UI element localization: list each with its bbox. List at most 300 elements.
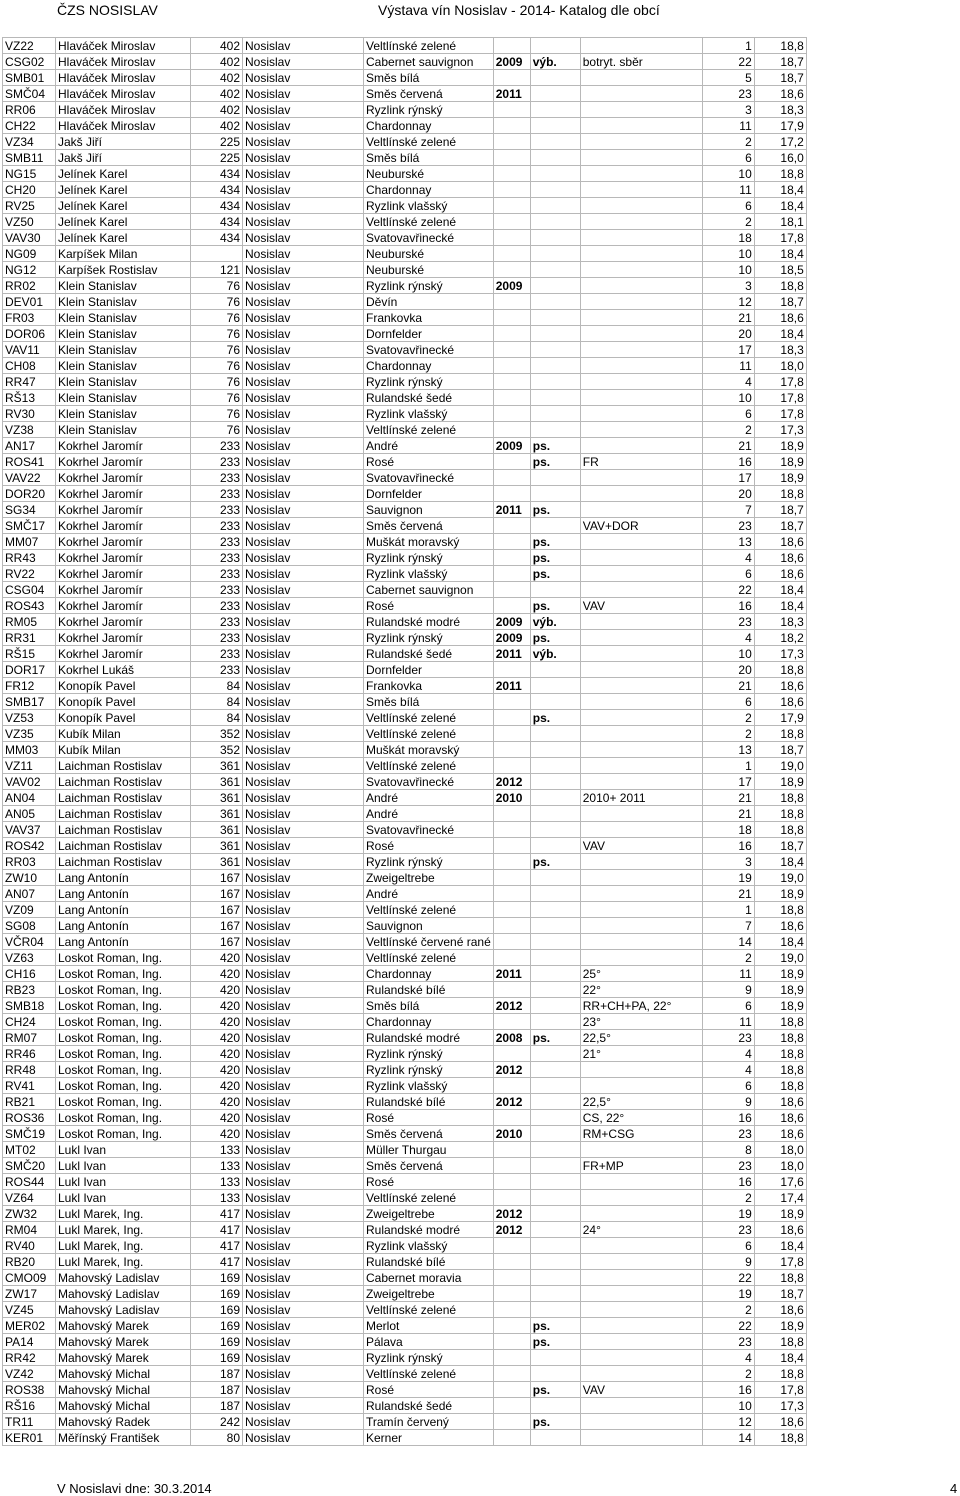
cell-category: 9: [702, 1254, 754, 1270]
cell-vintage: [493, 1382, 530, 1398]
cell-village: Nosislav: [243, 1366, 364, 1382]
cell-house-number: 361: [191, 822, 243, 838]
cell-variety: Ryzlink rýnský: [364, 374, 494, 390]
cell-village: Nosislav: [243, 1206, 364, 1222]
cell-house-number: 434: [191, 214, 243, 230]
cell-variety: Směs bílá: [364, 694, 494, 710]
cell-vintage: [493, 358, 530, 374]
cell-score: 18,3: [754, 342, 806, 358]
cell-attribute: [530, 1270, 580, 1286]
table-row: [3, 854, 807, 870]
table-row: [3, 998, 807, 1014]
cell-score: 18,4: [754, 1350, 806, 1366]
cell-note: [580, 1238, 702, 1254]
cell-score: 17,8: [754, 1382, 806, 1398]
cell-code: ZW32: [3, 1206, 56, 1222]
cell-village: Nosislav: [243, 102, 364, 118]
cell-note: [580, 1174, 702, 1190]
cell-attribute: ps.: [530, 854, 580, 870]
table-row: [3, 118, 807, 134]
table-row: [3, 1110, 807, 1126]
table-row: [3, 774, 807, 790]
cell-code: VZ50: [3, 214, 56, 230]
cell-vintage: [493, 118, 530, 134]
cell-variety: André: [364, 806, 494, 822]
cell-score: 18,8: [754, 726, 806, 742]
cell-category: 23: [702, 1334, 754, 1350]
cell-village: Nosislav: [243, 1030, 364, 1046]
cell-code: RR42: [3, 1350, 56, 1366]
cell-note: [580, 70, 702, 86]
cell-house-number: 233: [191, 566, 243, 582]
cell-vintage: [493, 454, 530, 470]
table-row: [3, 518, 807, 534]
cell-code: VZ35: [3, 726, 56, 742]
cell-attribute: [530, 214, 580, 230]
cell-category: 21: [702, 806, 754, 822]
cell-attribute: [530, 390, 580, 406]
cell-note: VAV: [580, 1382, 702, 1398]
cell-house-number: 420: [191, 1126, 243, 1142]
cell-grower: Konopík Pavel: [56, 710, 191, 726]
cell-code: ROS44: [3, 1174, 56, 1190]
cell-variety: Směs bílá: [364, 998, 494, 1014]
cell-note: [580, 406, 702, 422]
cell-house-number: 242: [191, 1414, 243, 1430]
table-row: [3, 582, 807, 598]
cell-village: Nosislav: [243, 214, 364, 230]
cell-vintage: [493, 838, 530, 854]
cell-category: 23: [702, 518, 754, 534]
cell-note: [580, 694, 702, 710]
cell-category: 17: [702, 774, 754, 790]
cell-village: Nosislav: [243, 118, 364, 134]
cell-house-number: 233: [191, 550, 243, 566]
cell-house-number: 233: [191, 614, 243, 630]
cell-house-number: 420: [191, 1110, 243, 1126]
header-catalog-title: Výstava vín Nosislav - 2014- Katalog dle obcí: [378, 2, 660, 18]
table-row: [3, 1062, 807, 1078]
cell-note: [580, 1366, 702, 1382]
cell-attribute: [530, 406, 580, 422]
cell-variety: Chardonnay: [364, 118, 494, 134]
cell-grower: Laichman Rostislav: [56, 758, 191, 774]
cell-house-number: 420: [191, 1014, 243, 1030]
cell-variety: Děvín: [364, 294, 494, 310]
cell-variety: Směs červená: [364, 1158, 494, 1174]
cell-attribute: výb.: [530, 646, 580, 662]
cell-village: Nosislav: [243, 662, 364, 678]
cell-village: Nosislav: [243, 854, 364, 870]
cell-attribute: [530, 294, 580, 310]
cell-code: NG15: [3, 166, 56, 182]
cell-house-number: 233: [191, 438, 243, 454]
cell-category: 4: [702, 1046, 754, 1062]
cell-attribute: [530, 1110, 580, 1126]
cell-house-number: 167: [191, 918, 243, 934]
cell-vintage: 2009: [493, 438, 530, 454]
cell-village: Nosislav: [243, 710, 364, 726]
cell-note: 22,5°: [580, 1030, 702, 1046]
cell-grower: Mahovský Marek: [56, 1318, 191, 1334]
cell-village: Nosislav: [243, 934, 364, 950]
cell-vintage: 2010: [493, 1126, 530, 1142]
cell-score: 19,0: [754, 950, 806, 966]
cell-code: SMČ04: [3, 86, 56, 102]
cell-category: 5: [702, 70, 754, 86]
cell-village: Nosislav: [243, 134, 364, 150]
cell-grower: Kokrhel Jaromír: [56, 614, 191, 630]
cell-house-number: 420: [191, 982, 243, 998]
cell-variety: Ryzlink vlašský: [364, 1078, 494, 1094]
cell-house-number: 417: [191, 1222, 243, 1238]
table-row: [3, 214, 807, 230]
cell-vintage: 2012: [493, 774, 530, 790]
cell-note: [580, 86, 702, 102]
cell-category: 16: [702, 838, 754, 854]
cell-code: AN05: [3, 806, 56, 822]
cell-code: CH24: [3, 1014, 56, 1030]
cell-score: 18,8: [754, 166, 806, 182]
catalog-table: [2, 37, 807, 1446]
cell-category: 1: [702, 758, 754, 774]
cell-house-number: 233: [191, 486, 243, 502]
cell-attribute: [530, 230, 580, 246]
cell-score: 17,9: [754, 118, 806, 134]
cell-house-number: 233: [191, 646, 243, 662]
table-row: [3, 790, 807, 806]
cell-variety: Veltlínské zelené: [364, 758, 494, 774]
cell-attribute: [530, 774, 580, 790]
cell-category: 11: [702, 182, 754, 198]
cell-variety: Směs bílá: [364, 150, 494, 166]
cell-code: VČR04: [3, 934, 56, 950]
cell-note: botryt. sběr: [580, 54, 702, 70]
cell-vintage: 2011: [493, 678, 530, 694]
cell-attribute: [530, 1366, 580, 1382]
table-row: [3, 902, 807, 918]
cell-vintage: [493, 854, 530, 870]
cell-category: 16: [702, 1382, 754, 1398]
table-row: [3, 1126, 807, 1142]
cell-vintage: [493, 1270, 530, 1286]
cell-grower: Kokrhel Jaromír: [56, 646, 191, 662]
table-row: [3, 326, 807, 342]
cell-note: [580, 918, 702, 934]
cell-score: 18,8: [754, 1334, 806, 1350]
table-row: [3, 358, 807, 374]
cell-house-number: 434: [191, 198, 243, 214]
cell-category: 22: [702, 1270, 754, 1286]
cell-note: 24°: [580, 1222, 702, 1238]
cell-village: Nosislav: [243, 1302, 364, 1318]
cell-village: Nosislav: [243, 1414, 364, 1430]
cell-house-number: 402: [191, 102, 243, 118]
cell-grower: Hlaváček Miroslav: [56, 86, 191, 102]
table-row: [3, 1222, 807, 1238]
cell-variety: Veltlínské zelené: [364, 214, 494, 230]
cell-note: [580, 310, 702, 326]
cell-score: 18,7: [754, 518, 806, 534]
table-row: [3, 566, 807, 582]
cell-village: Nosislav: [243, 678, 364, 694]
cell-variety: Ryzlink rýnský: [364, 550, 494, 566]
cell-grower: Klein Stanislav: [56, 310, 191, 326]
cell-vintage: [493, 326, 530, 342]
table-row: [3, 1334, 807, 1350]
cell-code: CH08: [3, 358, 56, 374]
cell-code: RB23: [3, 982, 56, 998]
table-row: [3, 278, 807, 294]
cell-code: RŠ13: [3, 390, 56, 406]
cell-note: [580, 950, 702, 966]
cell-score: 17,8: [754, 230, 806, 246]
cell-attribute: [530, 118, 580, 134]
cell-category: 6: [702, 694, 754, 710]
cell-vintage: 2009: [493, 278, 530, 294]
cell-vintage: [493, 806, 530, 822]
cell-score: 18,3: [754, 102, 806, 118]
cell-house-number: 233: [191, 582, 243, 598]
cell-attribute: ps.: [530, 1382, 580, 1398]
cell-score: 17,4: [754, 1190, 806, 1206]
cell-attribute: ps.: [530, 438, 580, 454]
cell-grower: Lukl Ivan: [56, 1190, 191, 1206]
cell-village: Nosislav: [243, 1094, 364, 1110]
cell-village: Nosislav: [243, 390, 364, 406]
cell-vintage: [493, 1366, 530, 1382]
cell-village: Nosislav: [243, 54, 364, 70]
table-row: [3, 870, 807, 886]
cell-village: Nosislav: [243, 342, 364, 358]
cell-village: Nosislav: [243, 198, 364, 214]
cell-attribute: [530, 470, 580, 486]
cell-note: [580, 1414, 702, 1430]
cell-grower: Lukl Ivan: [56, 1142, 191, 1158]
cell-vintage: [493, 422, 530, 438]
cell-attribute: [530, 1078, 580, 1094]
table-row: [3, 470, 807, 486]
cell-variety: Rosé: [364, 598, 494, 614]
cell-grower: Laichman Rostislav: [56, 806, 191, 822]
cell-code: RV30: [3, 406, 56, 422]
cell-village: Nosislav: [243, 1334, 364, 1350]
cell-score: 18,9: [754, 1318, 806, 1334]
cell-vintage: 2009: [493, 54, 530, 70]
cell-grower: Klein Stanislav: [56, 358, 191, 374]
cell-category: 3: [702, 854, 754, 870]
cell-attribute: ps.: [530, 454, 580, 470]
cell-variety: Chardonnay: [364, 1014, 494, 1030]
table-row: [3, 1350, 807, 1366]
cell-variety: Frankovka: [364, 310, 494, 326]
cell-village: Nosislav: [243, 998, 364, 1014]
cell-variety: Zweigeltrebe: [364, 1206, 494, 1222]
cell-variety: Ryzlink rýnský: [364, 854, 494, 870]
cell-attribute: [530, 134, 580, 150]
cell-code: MM03: [3, 742, 56, 758]
cell-score: 18,6: [754, 1126, 806, 1142]
cell-score: 18,7: [754, 742, 806, 758]
cell-code: RV40: [3, 1238, 56, 1254]
cell-variety: Dornfelder: [364, 326, 494, 342]
cell-village: Nosislav: [243, 694, 364, 710]
cell-score: 18,7: [754, 70, 806, 86]
cell-village: Nosislav: [243, 310, 364, 326]
cell-score: 18,9: [754, 966, 806, 982]
cell-grower: Kubík Milan: [56, 726, 191, 742]
cell-vintage: [493, 822, 530, 838]
cell-score: 18,8: [754, 902, 806, 918]
table-row: [3, 422, 807, 438]
catalog-body: [3, 38, 807, 1446]
cell-code: SG08: [3, 918, 56, 934]
cell-note: [580, 102, 702, 118]
cell-code: TR11: [3, 1414, 56, 1430]
cell-variety: Veltlínské zelené: [364, 726, 494, 742]
cell-score: 18,6: [754, 566, 806, 582]
cell-attribute: [530, 822, 580, 838]
cell-vintage: [493, 1046, 530, 1062]
table-row: [3, 342, 807, 358]
cell-village: Nosislav: [243, 886, 364, 902]
cell-attribute: ps.: [530, 1414, 580, 1430]
cell-code: VAV02: [3, 774, 56, 790]
table-row: [3, 822, 807, 838]
cell-village: Nosislav: [243, 790, 364, 806]
cell-category: 2: [702, 422, 754, 438]
cell-category: 20: [702, 486, 754, 502]
cell-score: 18,8: [754, 1270, 806, 1286]
table-row: [3, 1254, 807, 1270]
cell-grower: Loskot Roman, Ing.: [56, 998, 191, 1014]
cell-vintage: 2011: [493, 966, 530, 982]
cell-note: [580, 246, 702, 262]
cell-house-number: 76: [191, 406, 243, 422]
cell-village: Nosislav: [243, 1254, 364, 1270]
cell-variety: Veltlínské zelené: [364, 134, 494, 150]
cell-code: VZ11: [3, 758, 56, 774]
cell-note: [580, 742, 702, 758]
cell-score: 18,8: [754, 1078, 806, 1094]
cell-variety: Směs červená: [364, 518, 494, 534]
table-row: [3, 1094, 807, 1110]
cell-village: Nosislav: [243, 838, 364, 854]
cell-attribute: [530, 358, 580, 374]
cell-grower: Jelínek Karel: [56, 166, 191, 182]
cell-house-number: 420: [191, 998, 243, 1014]
cell-attribute: [530, 758, 580, 774]
cell-code: VZ38: [3, 422, 56, 438]
cell-score: 18,4: [754, 854, 806, 870]
cell-grower: Loskot Roman, Ing.: [56, 1046, 191, 1062]
cell-code: NG12: [3, 262, 56, 278]
cell-code: VAV22: [3, 470, 56, 486]
cell-code: VZ09: [3, 902, 56, 918]
cell-score: 18,9: [754, 982, 806, 998]
cell-score: 18,4: [754, 182, 806, 198]
cell-category: 13: [702, 742, 754, 758]
cell-note: [580, 486, 702, 502]
table-row: [3, 838, 807, 854]
cell-village: Nosislav: [243, 70, 364, 86]
cell-grower: Klein Stanislav: [56, 294, 191, 310]
cell-variety: Ryzlink rýnský: [364, 1046, 494, 1062]
cell-vintage: 2010: [493, 790, 530, 806]
cell-house-number: 76: [191, 310, 243, 326]
table-row: [3, 1430, 807, 1446]
cell-grower: Kokrhel Jaromír: [56, 486, 191, 502]
cell-variety: Tramín červený: [364, 1414, 494, 1430]
cell-house-number: 434: [191, 166, 243, 182]
cell-village: Nosislav: [243, 166, 364, 182]
cell-category: 7: [702, 502, 754, 518]
table-row: [3, 694, 807, 710]
cell-score: 18,9: [754, 470, 806, 486]
cell-note: [580, 422, 702, 438]
cell-attribute: [530, 70, 580, 86]
cell-category: 23: [702, 1222, 754, 1238]
cell-attribute: [530, 1126, 580, 1142]
table-row: [3, 502, 807, 518]
cell-house-number: 76: [191, 374, 243, 390]
cell-score: 19,0: [754, 758, 806, 774]
cell-grower: Lukl Ivan: [56, 1174, 191, 1190]
cell-village: Nosislav: [243, 470, 364, 486]
table-row: [3, 134, 807, 150]
cell-score: 18,8: [754, 1030, 806, 1046]
cell-category: 23: [702, 86, 754, 102]
cell-note: [580, 534, 702, 550]
cell-score: 18,6: [754, 1302, 806, 1318]
cell-variety: Rosé: [364, 454, 494, 470]
cell-vintage: 2011: [493, 502, 530, 518]
cell-grower: Hlaváček Miroslav: [56, 70, 191, 86]
cell-attribute: [530, 246, 580, 262]
cell-variety: Veltlínské zelené: [364, 422, 494, 438]
cell-attribute: [530, 262, 580, 278]
cell-variety: Veltlínské zelené: [364, 1366, 494, 1382]
cell-grower: Mahovský Michal: [56, 1366, 191, 1382]
cell-house-number: 169: [191, 1318, 243, 1334]
cell-grower: Kokrhel Jaromír: [56, 470, 191, 486]
cell-village: Nosislav: [243, 1238, 364, 1254]
cell-house-number: 361: [191, 838, 243, 854]
cell-score: 18,6: [754, 1094, 806, 1110]
cell-house-number: 420: [191, 1062, 243, 1078]
cell-note: RM+CSG: [580, 1126, 702, 1142]
cell-score: 18,8: [754, 486, 806, 502]
cell-grower: Loskot Roman, Ing.: [56, 1062, 191, 1078]
cell-vintage: [493, 230, 530, 246]
cell-category: 6: [702, 1238, 754, 1254]
cell-attribute: [530, 102, 580, 118]
cell-code: RR02: [3, 278, 56, 294]
cell-village: Nosislav: [243, 38, 364, 54]
table-row: [3, 726, 807, 742]
cell-category: 4: [702, 1350, 754, 1366]
cell-attribute: [530, 1302, 580, 1318]
cell-vintage: [493, 1190, 530, 1206]
cell-grower: Lukl Ivan: [56, 1158, 191, 1174]
cell-category: 3: [702, 278, 754, 294]
cell-code: CH20: [3, 182, 56, 198]
table-row: [3, 1190, 807, 1206]
cell-vintage: [493, 918, 530, 934]
cell-grower: Kubík Milan: [56, 742, 191, 758]
cell-category: 17: [702, 342, 754, 358]
cell-attribute: [530, 1350, 580, 1366]
